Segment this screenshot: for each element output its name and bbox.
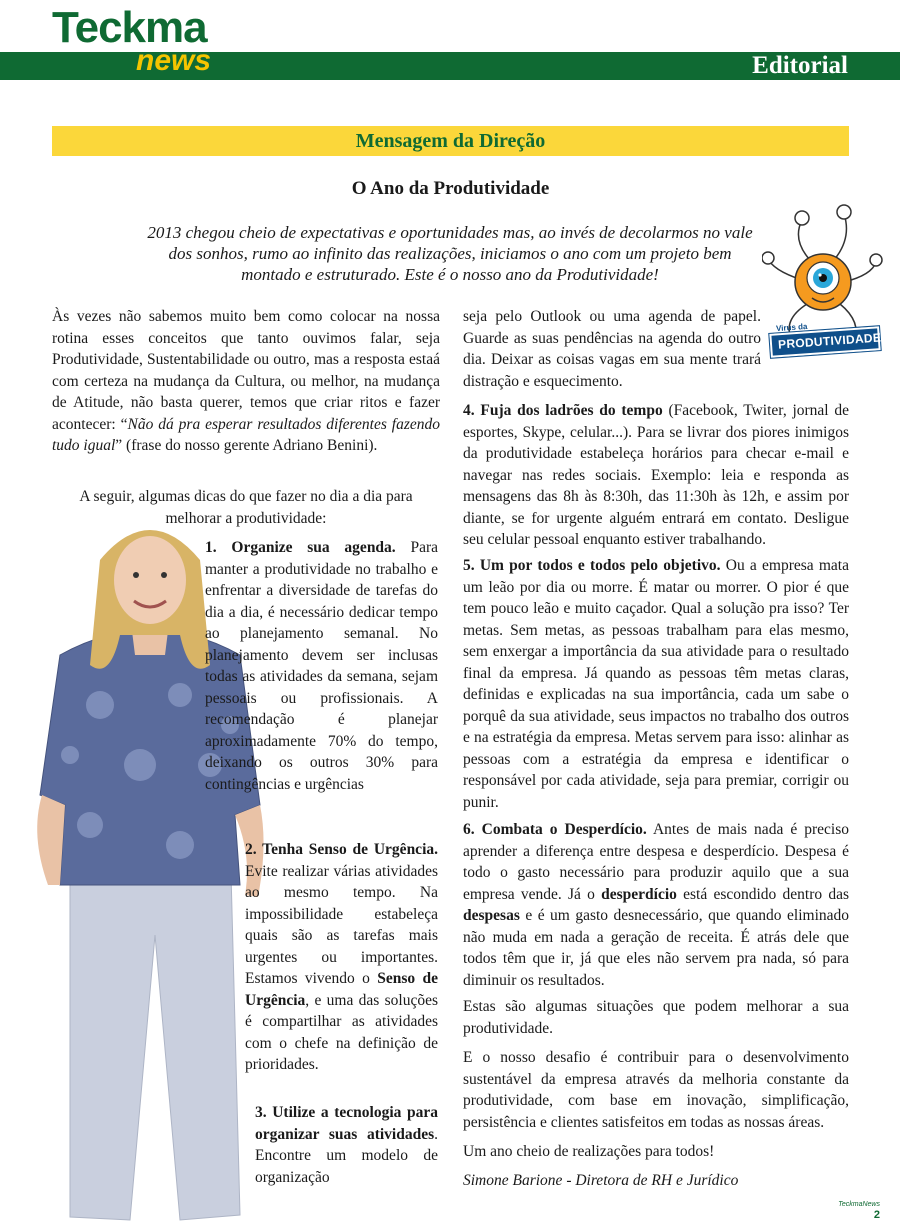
section-banner: Mensagem da Direção bbox=[52, 126, 849, 156]
teckma-news-logo bbox=[52, 3, 242, 80]
quote: Não dá pra esperar resultados diferentes fazendo tudo igual bbox=[52, 415, 440, 454]
paragraph-intro: Às vezes não sabemos muito bem como colocar na nossa rotina esses conceitos que tanto ouvimos falar, seja Produtividade, Sustentabilidade ou outro, mas a resposta estaá com certeza na mudança da Cultura, ou melhor, na mudança de Atitude, não basta querer, temos que criar ritos e fazer acontecer: “Não dá pra esperar resultados diferentes fazendo tudo igual” (frase do nosso gerente Adriano Benini). bbox=[52, 308, 440, 454]
paragraph-continued: seja pelo Outlook ou uma agenda de papel. Guarde as suas pendências na agenda do outro dia. Deixar as coisas vagas em sua mente trará distração e esquecimento. bbox=[463, 308, 761, 390]
tip-3-title: 3. Utilize a tecnologia para organizar suas atividades bbox=[255, 1104, 438, 1143]
paragraph-challenge: E o nosso desafio é contribuir para o desenvolvimento sustentável da empresa através da melhoria constante da produtividade, com base em inovação, simplificação, persistência e clientes satisfeitos em todas as nossas áreas. bbox=[463, 1049, 849, 1131]
tip-5: 5. Um por todos e todos pelo objetivo. Ou a empresa mata um leão por dia ou morre. É matar ou morrer. O pior é que tem pouco leão e muito caçador. Qual a solução pra isso? Ter metas. Sem metas, as pessoas trabalham para elas mesmo, sem enxergar a importância da sua atividade para o resultado final da empresa. Já quando as pessoas têm metas claras, definidas e explicadas na sua importância, cada um sabe o porquê da sua atividade, seus impactos no trabalho dos outros e na estratégia da empresa. Metas servem para isso: alinhar as pessoas com a estratégia da empresa e identificar o responsável por cada atividade, seja para premiar, corrigir ou punir. bbox=[463, 557, 849, 811]
tip-4: 4. Fuja dos ladrões do tempo (Facebook, Twiter, jornal de esportes, Skype, celular...). Para se livrar dos piores inimigos da produtividade estabeleça horários para checar e-mail e navegar nas redes sociais. Exemplo: leia e responda as mensagens das 8h às 8:30h, das 11:30h às 12h, e assim por diante, se for urgente alguém entrará em contato. Desligue seu celular pessoal enquanto estiver trabalhando. bbox=[463, 402, 849, 548]
tip-3: 3. Utilize a tecnologia para organizar suas atividades. Encontre um modelo de organização bbox=[255, 1104, 438, 1186]
logo-main: Teckma bbox=[52, 3, 207, 52]
signature: Simone Barione - Diretora de RH e Jurídico bbox=[463, 1172, 739, 1189]
tip-1-title: 1. Organize sua agenda. bbox=[205, 539, 396, 556]
article-title: O Ano da Produtividade bbox=[351, 178, 550, 199]
mascot-tag-small: Virus da bbox=[775, 321, 808, 334]
article-intro: 2013 chegou cheio de expectativas e oportunidades mas, ao invés de decolarmos no vale dos sonhos, rumo ao infinito das realizações, iniciamos o ano com um projeto bem montado e estruturado. Este é o nosso ano da Produtividade! bbox=[147, 223, 753, 284]
mascot-tag-big: PRODUTIVIDADE bbox=[777, 330, 882, 352]
tip-5-title: 5. Um por todos e todos pelo objetivo. bbox=[463, 557, 721, 574]
tip-6: 6. Combata o Desperdício. Antes de mais nada é preciso aprender a diferença entre despesa e desperdício. Despesa é todo o gasto necessário para produzir aquilo que a sua empresa vende. Já o desperdício está escondido dentro das despesas e é um gasto desnecessário, que quando eliminado não muda em nada a geração de receita. É atrás dele que todos têm que ir, já que eles não servem pra nada, só para diminuir os resultados. bbox=[463, 821, 850, 989]
tip-2: 2. Tenha Senso de Urgência. Evite realizar várias atividades ao mesmo tempo. Na impossibilidade estabeleça quais são as tarefas mais urgentes ou importantes. Estamos vivendo o Senso de Urgência, e uma das soluções é compartilhar as atividades com o chefe na definição de prioridades. bbox=[245, 841, 438, 1073]
tip-4-title: 4. Fuja dos ladrões do tempo bbox=[463, 402, 663, 419]
logo-sub: news bbox=[136, 44, 212, 77]
footer-publication: TeckmaNews bbox=[838, 1201, 880, 1208]
paragraph-closing: Um ano cheio de realizações para todos! bbox=[463, 1143, 715, 1160]
tip-2-title: 2. Tenha Senso de Urgência. bbox=[245, 841, 438, 858]
paragraph-tips-lead: A seguir, algumas dicas do que fazer no dia a dia para melhorar a produtividade: bbox=[79, 488, 413, 527]
paragraph-situations: Estas são algumas situações que podem melhorar a sua produtividade. bbox=[463, 998, 849, 1037]
mascot-tag bbox=[770, 321, 882, 354]
tip-1: 1. Organize sua agenda. Para manter a produtividade no trabalho e enfrentar a diversidade de tarefas do dia a dia, é necessário dedicar tempo ao planejamento semanal. No planejamento devem ser inclusas todas as atividades da semana, sejam pessoais ou profissionais. A recomendação é planejar aproximadamente 70% do tempo, deixando os outros 30% para contingências e urgências bbox=[205, 539, 438, 793]
page-footer bbox=[838, 1200, 880, 1220]
page-number: 2 bbox=[873, 1209, 880, 1221]
section-label: Editorial bbox=[752, 52, 848, 79]
tip-6-title: 6. Combata o Desperdício. bbox=[463, 821, 647, 838]
